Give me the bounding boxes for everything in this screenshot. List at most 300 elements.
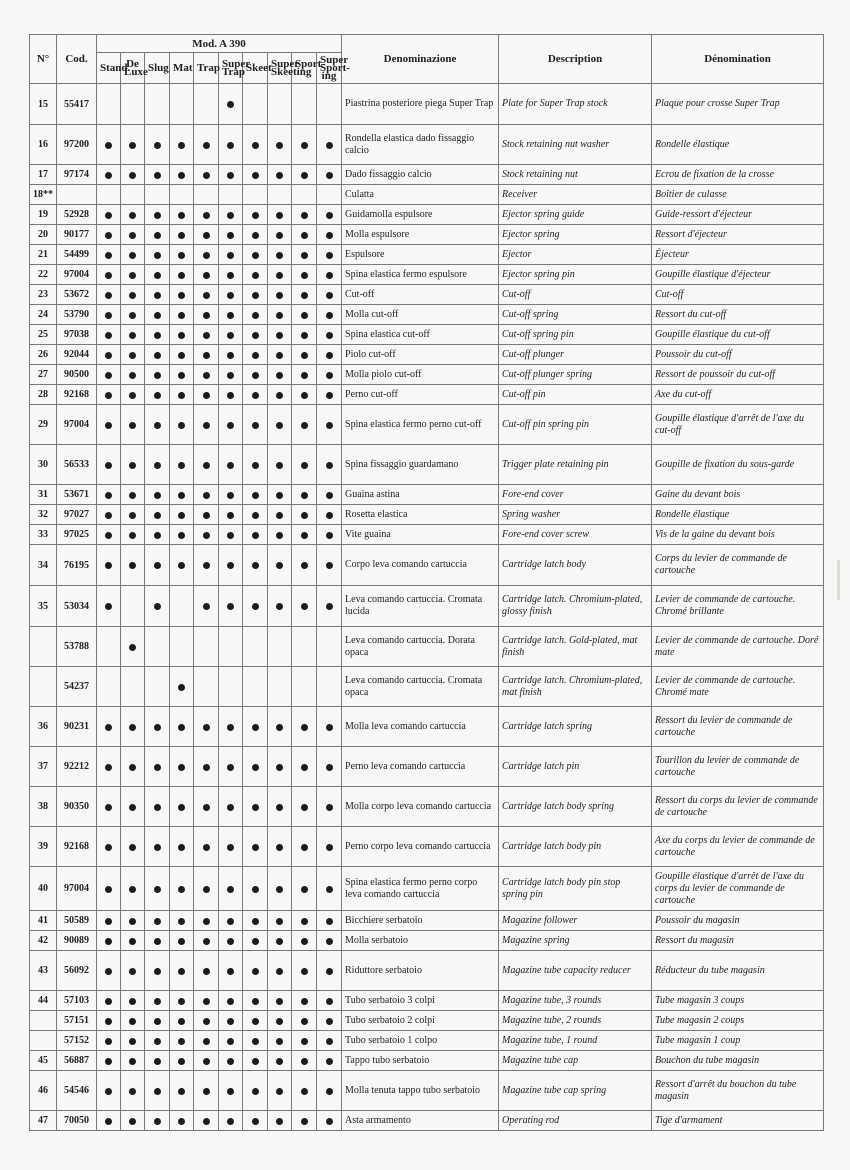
availability-cell	[243, 405, 268, 445]
availability-cell	[292, 225, 317, 245]
part-code: 57103	[57, 991, 97, 1011]
availability-dot-icon	[252, 142, 259, 149]
availability-dot-icon	[154, 998, 161, 1005]
availability-cell	[292, 951, 317, 991]
availability-dot-icon	[252, 252, 259, 259]
availability-cell	[121, 305, 145, 325]
availability-dot-icon	[129, 998, 136, 1005]
availability-cell	[219, 545, 243, 586]
availability-cell	[97, 667, 121, 707]
availability-cell	[317, 707, 342, 747]
availability-cell	[170, 345, 194, 365]
table-row	[30, 205, 824, 225]
availability-cell	[97, 586, 121, 627]
availability-cell	[170, 827, 194, 867]
denomination-fr: Ressort d'arrêt du bouchon du tube magasin	[652, 1071, 824, 1111]
part-code: 50589	[57, 911, 97, 931]
availability-dot-icon	[178, 352, 185, 359]
availability-dot-icon	[178, 332, 185, 339]
availability-cell	[121, 545, 145, 586]
part-code: 53671	[57, 485, 97, 505]
availability-dot-icon	[178, 142, 185, 149]
availability-dot-icon	[203, 1038, 210, 1045]
description-en: Plate for Super Trap stock	[499, 84, 652, 125]
availability-cell	[268, 305, 292, 325]
availability-cell	[243, 1051, 268, 1071]
description-en: Magazine follower	[499, 911, 652, 931]
availability-dot-icon	[252, 804, 259, 811]
availability-dot-icon	[178, 1018, 185, 1025]
availability-dot-icon	[105, 252, 112, 259]
availability-cell	[317, 931, 342, 951]
availability-dot-icon	[326, 562, 333, 569]
availability-dot-icon	[203, 492, 210, 499]
availability-dot-icon	[326, 462, 333, 469]
part-code: 56533	[57, 445, 97, 485]
header-variant: Skeet	[243, 53, 268, 84]
availability-dot-icon	[326, 272, 333, 279]
availability-cell	[97, 265, 121, 285]
availability-dot-icon	[276, 938, 283, 945]
availability-dot-icon	[227, 1118, 234, 1125]
availability-dot-icon	[129, 292, 136, 299]
availability-dot-icon	[252, 998, 259, 1005]
margin-mark	[837, 560, 840, 600]
availability-dot-icon	[203, 724, 210, 731]
availability-cell	[170, 667, 194, 707]
availability-dot-icon	[178, 252, 185, 259]
availability-cell	[317, 285, 342, 305]
availability-dot-icon	[129, 272, 136, 279]
availability-dot-icon	[105, 1058, 112, 1065]
availability-dot-icon	[129, 562, 136, 569]
table-row	[30, 245, 824, 265]
availability-cell	[243, 747, 268, 787]
item-number: 42	[30, 931, 57, 951]
availability-dot-icon	[154, 1018, 161, 1025]
availability-cell	[317, 867, 342, 911]
availability-dot-icon	[178, 212, 185, 219]
denomination-fr: Poussoir du cut-off	[652, 345, 824, 365]
availability-dot-icon	[301, 938, 308, 945]
description-en: Magazine spring	[499, 931, 652, 951]
part-code: 56092	[57, 951, 97, 991]
availability-cell	[145, 1071, 170, 1111]
availability-cell	[194, 305, 219, 325]
denominazione-it: Tappo tubo serbatoio	[342, 1051, 499, 1071]
availability-cell	[194, 1071, 219, 1111]
denomination-fr: Rondelle élastique	[652, 505, 824, 525]
header-num: N°	[30, 35, 57, 84]
availability-dot-icon	[129, 142, 136, 149]
availability-cell	[219, 305, 243, 325]
availability-cell	[317, 951, 342, 991]
part-code: 54546	[57, 1071, 97, 1111]
availability-cell	[170, 1051, 194, 1071]
description-en: Ejector spring pin	[499, 265, 652, 285]
availability-dot-icon	[154, 532, 161, 539]
availability-dot-icon	[105, 422, 112, 429]
availability-cell	[145, 747, 170, 787]
availability-dot-icon	[227, 804, 234, 811]
table-row	[30, 405, 824, 445]
availability-cell	[170, 445, 194, 485]
availability-dot-icon	[276, 886, 283, 893]
part-code: 53672	[57, 285, 97, 305]
item-number	[30, 1031, 57, 1051]
availability-dot-icon	[252, 392, 259, 399]
availability-dot-icon	[203, 998, 210, 1005]
availability-cell	[219, 245, 243, 265]
availability-cell	[243, 365, 268, 385]
availability-cell	[194, 545, 219, 586]
availability-dot-icon	[227, 764, 234, 771]
availability-dot-icon	[154, 764, 161, 771]
availability-dot-icon	[129, 886, 136, 893]
availability-cell	[145, 827, 170, 867]
availability-cell	[317, 1111, 342, 1131]
availability-dot-icon	[227, 232, 234, 239]
availability-cell	[121, 951, 145, 991]
table-row	[30, 325, 824, 345]
availability-dot-icon	[105, 1088, 112, 1095]
availability-dot-icon	[252, 1058, 259, 1065]
availability-cell	[219, 931, 243, 951]
availability-dot-icon	[129, 1018, 136, 1025]
table-row	[30, 627, 824, 667]
description-en: Stock retaining nut washer	[499, 125, 652, 165]
availability-cell	[243, 205, 268, 225]
availability-dot-icon	[227, 1088, 234, 1095]
availability-cell	[219, 1011, 243, 1031]
availability-dot-icon	[276, 1058, 283, 1065]
availability-cell	[97, 185, 121, 205]
availability-cell	[121, 445, 145, 485]
availability-dot-icon	[178, 1088, 185, 1095]
availability-cell	[268, 165, 292, 185]
availability-cell	[243, 265, 268, 285]
availability-dot-icon	[154, 352, 161, 359]
description-en: Trigger plate retaining pin	[499, 445, 652, 485]
availability-dot-icon	[105, 142, 112, 149]
availability-cell	[170, 285, 194, 305]
availability-cell	[194, 125, 219, 165]
availability-cell	[243, 305, 268, 325]
availability-cell	[268, 265, 292, 285]
availability-cell	[97, 345, 121, 365]
denominazione-it: Piolo cut-off	[342, 345, 499, 365]
part-code: 53034	[57, 586, 97, 627]
availability-cell	[268, 991, 292, 1011]
availability-dot-icon	[276, 1088, 283, 1095]
availability-dot-icon	[326, 724, 333, 731]
parts-table	[29, 34, 824, 1131]
availability-cell	[243, 1071, 268, 1111]
availability-dot-icon	[105, 532, 112, 539]
description-en: Receiver	[499, 185, 652, 205]
header-variant: Stand.	[97, 53, 121, 84]
availability-dot-icon	[178, 804, 185, 811]
availability-dot-icon	[276, 372, 283, 379]
part-code: 55417	[57, 84, 97, 125]
header-variant: Super Skeet	[268, 53, 292, 84]
availability-cell	[292, 265, 317, 285]
availability-dot-icon	[129, 804, 136, 811]
availability-dot-icon	[227, 1018, 234, 1025]
availability-cell	[317, 545, 342, 586]
denomination-fr: Réducteur du tube magasin	[652, 951, 824, 991]
availability-dot-icon	[227, 724, 234, 731]
availability-cell	[194, 627, 219, 667]
part-code: 90177	[57, 225, 97, 245]
table-row	[30, 1051, 824, 1071]
availability-cell	[194, 84, 219, 125]
item-number: 20	[30, 225, 57, 245]
availability-cell	[268, 385, 292, 405]
availability-cell	[292, 325, 317, 345]
denominazione-it: Spina elastica fermo espulsore	[342, 265, 499, 285]
item-number: 24	[30, 305, 57, 325]
availability-dot-icon	[129, 462, 136, 469]
availability-cell	[243, 1011, 268, 1031]
availability-dot-icon	[301, 998, 308, 1005]
header-variant: Trap	[194, 53, 219, 84]
availability-dot-icon	[105, 372, 112, 379]
denomination-fr: Ressort du magasin	[652, 931, 824, 951]
denomination-fr: Ressort du levier de commande de cartouche	[652, 707, 824, 747]
denomination-fr: Ressort de poussoir du cut-off	[652, 365, 824, 385]
availability-cell	[268, 545, 292, 586]
availability-dot-icon	[301, 1038, 308, 1045]
denomination-fr: Axe du cut-off	[652, 385, 824, 405]
availability-dot-icon	[203, 352, 210, 359]
table-row	[30, 911, 824, 931]
availability-dot-icon	[154, 492, 161, 499]
denominazione-it: Molla espulsore	[342, 225, 499, 245]
availability-dot-icon	[129, 644, 136, 651]
availability-cell	[219, 345, 243, 365]
availability-dot-icon	[276, 918, 283, 925]
availability-cell	[170, 385, 194, 405]
availability-cell	[268, 951, 292, 991]
availability-cell	[268, 325, 292, 345]
table-row	[30, 1111, 824, 1131]
availability-cell	[243, 525, 268, 545]
table-row	[30, 545, 824, 586]
availability-dot-icon	[154, 272, 161, 279]
denomination-fr: Tige d'armament	[652, 1111, 824, 1131]
availability-cell	[219, 485, 243, 505]
availability-cell	[317, 991, 342, 1011]
item-number: 27	[30, 365, 57, 385]
availability-dot-icon	[276, 804, 283, 811]
availability-cell	[317, 225, 342, 245]
availability-cell	[145, 125, 170, 165]
denomination-fr: Levier de commande de cartouche. Doré mate	[652, 627, 824, 667]
availability-cell	[170, 165, 194, 185]
description-en: Magazine tube, 3 rounds	[499, 991, 652, 1011]
availability-cell	[268, 185, 292, 205]
availability-dot-icon	[105, 1038, 112, 1045]
denominazione-it: Corpo leva comando cartuccia	[342, 545, 499, 586]
availability-cell	[170, 225, 194, 245]
availability-dot-icon	[129, 532, 136, 539]
availability-cell	[121, 627, 145, 667]
availability-cell	[170, 265, 194, 285]
availability-cell	[268, 285, 292, 305]
availability-cell	[170, 1031, 194, 1051]
availability-dot-icon	[326, 372, 333, 379]
availability-dot-icon	[154, 332, 161, 339]
availability-cell	[292, 485, 317, 505]
availability-dot-icon	[301, 272, 308, 279]
availability-cell	[170, 505, 194, 525]
denominazione-it: Cut-off	[342, 285, 499, 305]
item-number: 22	[30, 265, 57, 285]
availability-cell	[292, 305, 317, 325]
table-row	[30, 225, 824, 245]
item-number: 32	[30, 505, 57, 525]
availability-cell	[317, 485, 342, 505]
availability-cell	[121, 205, 145, 225]
availability-cell	[243, 911, 268, 931]
availability-dot-icon	[301, 252, 308, 259]
availability-cell	[268, 747, 292, 787]
availability-cell	[194, 911, 219, 931]
availability-cell	[97, 505, 121, 525]
part-code: 97004	[57, 265, 97, 285]
header-variant: De Luxe	[121, 53, 145, 84]
availability-dot-icon	[203, 232, 210, 239]
availability-cell	[194, 827, 219, 867]
availability-dot-icon	[154, 1058, 161, 1065]
availability-cell	[145, 365, 170, 385]
availability-cell	[194, 1111, 219, 1131]
availability-dot-icon	[301, 312, 308, 319]
availability-dot-icon	[326, 603, 333, 610]
availability-cell	[268, 1071, 292, 1111]
availability-dot-icon	[227, 1038, 234, 1045]
availability-dot-icon	[227, 1058, 234, 1065]
availability-dot-icon	[252, 332, 259, 339]
availability-dot-icon	[276, 272, 283, 279]
availability-dot-icon	[326, 312, 333, 319]
availability-dot-icon	[301, 804, 308, 811]
denominazione-it: Bicchiere serbatoio	[342, 911, 499, 931]
availability-dot-icon	[203, 392, 210, 399]
availability-cell	[292, 707, 317, 747]
availability-dot-icon	[203, 1018, 210, 1025]
denomination-fr: Goupille élastique d'arrêt de l'axe du corps du levier de commande de cartouche	[652, 867, 824, 911]
availability-cell	[170, 747, 194, 787]
availability-dot-icon	[276, 512, 283, 519]
availability-dot-icon	[105, 804, 112, 811]
description-en: Stock retaining nut	[499, 165, 652, 185]
denomination-fr: Ressort d'éjecteur	[652, 225, 824, 245]
denominazione-it: Espulsore	[342, 245, 499, 265]
item-number: 25	[30, 325, 57, 345]
description-en: Fore-end cover screw	[499, 525, 652, 545]
availability-dot-icon	[227, 101, 234, 108]
availability-cell	[121, 911, 145, 931]
description-en: Cartridge latch. Chromium-plated, mat finish	[499, 667, 652, 707]
header-denomination: Dénomination	[652, 35, 824, 84]
availability-dot-icon	[326, 512, 333, 519]
availability-dot-icon	[227, 462, 234, 469]
denomination-fr: Goupille élastique d'éjecteur	[652, 265, 824, 285]
item-number: 31	[30, 485, 57, 505]
availability-cell	[170, 245, 194, 265]
availability-dot-icon	[252, 1038, 259, 1045]
availability-dot-icon	[178, 886, 185, 893]
availability-cell	[268, 787, 292, 827]
availability-cell	[292, 667, 317, 707]
availability-dot-icon	[227, 968, 234, 975]
denomination-fr: Plaque pour crosse Super Trap	[652, 84, 824, 125]
availability-cell	[219, 205, 243, 225]
table-row	[30, 505, 824, 525]
availability-dot-icon	[252, 172, 259, 179]
availability-cell	[317, 385, 342, 405]
availability-cell	[317, 165, 342, 185]
availability-cell	[194, 485, 219, 505]
availability-cell	[121, 185, 145, 205]
availability-cell	[194, 1031, 219, 1051]
availability-cell	[219, 586, 243, 627]
table-row	[30, 165, 824, 185]
availability-dot-icon	[154, 886, 161, 893]
availability-cell	[121, 1071, 145, 1111]
item-number: 21	[30, 245, 57, 265]
availability-dot-icon	[252, 938, 259, 945]
availability-cell	[121, 667, 145, 707]
availability-dot-icon	[276, 1038, 283, 1045]
availability-dot-icon	[203, 1058, 210, 1065]
availability-dot-icon	[105, 492, 112, 499]
availability-cell	[219, 385, 243, 405]
availability-dot-icon	[301, 492, 308, 499]
availability-cell	[317, 245, 342, 265]
availability-dot-icon	[129, 172, 136, 179]
description-en: Cartridge latch body pin stop spring pin	[499, 867, 652, 911]
availability-cell	[317, 445, 342, 485]
availability-dot-icon	[276, 392, 283, 399]
availability-cell	[268, 485, 292, 505]
availability-cell	[145, 627, 170, 667]
availability-dot-icon	[227, 532, 234, 539]
availability-cell	[317, 827, 342, 867]
availability-cell	[121, 525, 145, 545]
denomination-fr: Ressort du cut-off	[652, 305, 824, 325]
description-en: Cartridge latch. Chromium-plated, glossy finish	[499, 586, 652, 627]
availability-cell	[97, 165, 121, 185]
availability-dot-icon	[326, 212, 333, 219]
availability-dot-icon	[252, 492, 259, 499]
availability-dot-icon	[276, 1118, 283, 1125]
availability-dot-icon	[326, 886, 333, 893]
availability-dot-icon	[227, 252, 234, 259]
availability-dot-icon	[301, 886, 308, 893]
part-code: 52928	[57, 205, 97, 225]
item-number: 34	[30, 545, 57, 586]
availability-dot-icon	[105, 968, 112, 975]
item-number: 16	[30, 125, 57, 165]
availability-dot-icon	[276, 142, 283, 149]
availability-cell	[243, 951, 268, 991]
availability-dot-icon	[178, 918, 185, 925]
availability-cell	[121, 285, 145, 305]
description-en: Fore-end cover	[499, 485, 652, 505]
